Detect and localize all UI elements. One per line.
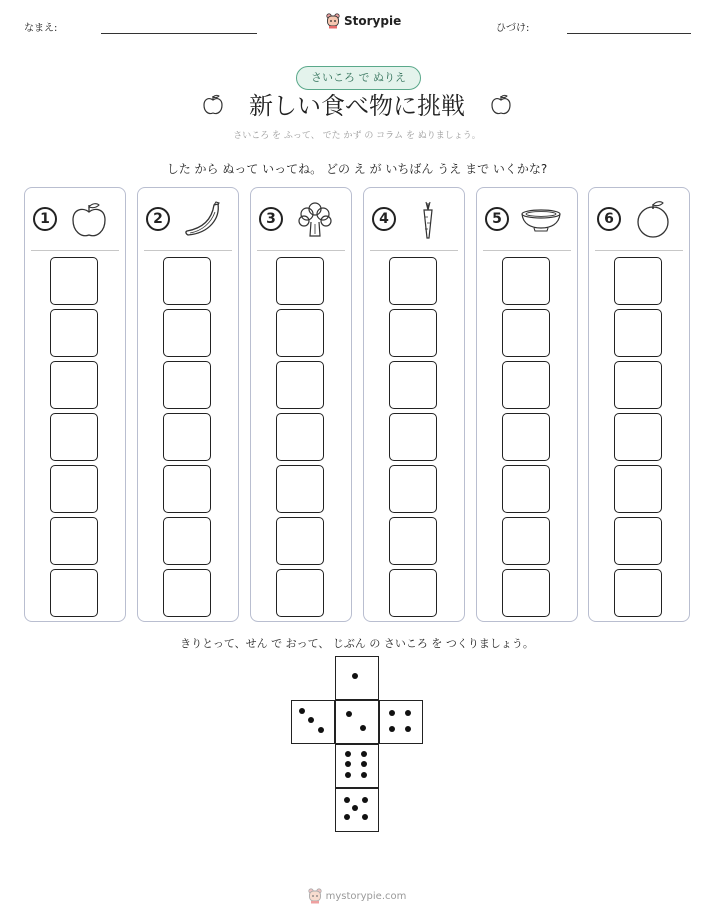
- die-pip: [389, 710, 395, 716]
- die-pip: [361, 772, 367, 778]
- page-subtitle: さいころ を ふって、 でた かず の コラム を ぬりましょう。: [233, 131, 481, 141]
- die-pip: [389, 726, 395, 732]
- color-square[interactable]: [614, 361, 662, 409]
- color-square[interactable]: [614, 257, 662, 305]
- die-pip: [362, 814, 368, 820]
- die-face-6: [335, 744, 379, 788]
- color-square[interactable]: [389, 569, 437, 617]
- color-square[interactable]: [163, 569, 211, 617]
- color-square[interactable]: [276, 413, 324, 461]
- color-square[interactable]: [389, 309, 437, 357]
- color-square[interactable]: [276, 517, 324, 565]
- bear-logo-icon: [308, 888, 322, 904]
- column-divider: [370, 250, 458, 251]
- color-square[interactable]: [163, 309, 211, 357]
- color-square[interactable]: [502, 517, 550, 565]
- cutout-instruction: きりとって、せん で おって、 じぶん の さいころ を つくりましょう。: [180, 637, 534, 650]
- color-square[interactable]: [276, 361, 324, 409]
- column-number: 1: [33, 207, 57, 231]
- color-square[interactable]: [614, 569, 662, 617]
- column-number: 4: [372, 207, 396, 231]
- apple-icon: [67, 200, 111, 240]
- color-square[interactable]: [502, 361, 550, 409]
- color-square[interactable]: [50, 257, 98, 305]
- color-square[interactable]: [163, 517, 211, 565]
- bear-logo-icon: [326, 13, 340, 29]
- bowl-icon: [519, 200, 563, 240]
- color-square[interactable]: [276, 569, 324, 617]
- die-pip: [344, 814, 350, 820]
- carrot-icon: [406, 200, 450, 240]
- die-pip: [344, 797, 350, 803]
- die-face-2: [335, 700, 379, 744]
- apple-icon: [489, 93, 513, 117]
- die-face-1: [335, 656, 379, 700]
- die-face-3: [291, 700, 335, 744]
- page-title: 新しい食べ物に挑戦: [249, 92, 465, 120]
- column-3: [250, 187, 352, 622]
- color-square[interactable]: [50, 517, 98, 565]
- color-square[interactable]: [50, 569, 98, 617]
- die-pip: [405, 726, 411, 732]
- die-pip: [352, 673, 358, 679]
- color-square[interactable]: [389, 413, 437, 461]
- activity-badge: さいころ で ぬりえ: [296, 66, 421, 90]
- color-square[interactable]: [389, 361, 437, 409]
- date-line: [567, 33, 691, 34]
- color-square[interactable]: [276, 465, 324, 513]
- column-6: [588, 187, 690, 622]
- die-pip: [346, 711, 352, 717]
- color-square[interactable]: [614, 309, 662, 357]
- coloring-instruction: した から ぬって いってね。 どの え が いちばん うえ まで いくかな?: [166, 162, 548, 176]
- color-square[interactable]: [614, 465, 662, 513]
- column-divider: [483, 250, 571, 251]
- color-square[interactable]: [614, 517, 662, 565]
- column-number: 6: [597, 207, 621, 231]
- broccoli-icon: [293, 200, 337, 240]
- color-square[interactable]: [163, 465, 211, 513]
- brand-name: Storypie: [344, 14, 402, 28]
- die-pip: [299, 708, 305, 714]
- column-number: 2: [146, 207, 170, 231]
- die-pip: [361, 751, 367, 757]
- die-pip: [352, 805, 358, 811]
- apple-icon: [201, 93, 225, 117]
- column-divider: [257, 250, 345, 251]
- column-number: 5: [485, 207, 509, 231]
- date-label: ひづけ:: [496, 23, 530, 34]
- orange-icon: [631, 200, 675, 240]
- die-face-4: [379, 700, 423, 744]
- color-square[interactable]: [502, 309, 550, 357]
- name-label: なまえ:: [24, 23, 58, 34]
- color-square[interactable]: [50, 361, 98, 409]
- die-pip: [360, 725, 366, 731]
- color-square[interactable]: [502, 257, 550, 305]
- color-square[interactable]: [389, 517, 437, 565]
- color-square[interactable]: [163, 413, 211, 461]
- die-pip: [308, 717, 314, 723]
- column-2: [137, 187, 239, 622]
- color-square[interactable]: [389, 465, 437, 513]
- color-square[interactable]: [276, 309, 324, 357]
- color-square[interactable]: [163, 257, 211, 305]
- color-square[interactable]: [163, 361, 211, 409]
- footer: [0, 888, 714, 904]
- color-square[interactable]: [502, 413, 550, 461]
- color-square[interactable]: [50, 413, 98, 461]
- name-line: [101, 33, 257, 34]
- column-divider: [31, 250, 119, 251]
- color-square[interactable]: [502, 465, 550, 513]
- banana-icon: [180, 200, 224, 240]
- color-square[interactable]: [50, 309, 98, 357]
- color-square[interactable]: [389, 257, 437, 305]
- column-5: [476, 187, 578, 622]
- die-pip: [345, 761, 351, 767]
- color-square[interactable]: [614, 413, 662, 461]
- footer-url[interactable]: mystorypie.com: [325, 890, 407, 902]
- color-square[interactable]: [502, 569, 550, 617]
- column-number: 3: [259, 207, 283, 231]
- column-divider: [595, 250, 683, 251]
- color-square[interactable]: [276, 257, 324, 305]
- die-pip: [405, 710, 411, 716]
- column-1: [24, 187, 126, 622]
- column-divider: [144, 250, 232, 251]
- die-pip: [318, 727, 324, 733]
- die-face-5: [335, 788, 379, 832]
- die-pip: [345, 751, 351, 757]
- brand-logo: [326, 13, 401, 29]
- column-4: [363, 187, 465, 622]
- die-pip: [362, 797, 368, 803]
- color-square[interactable]: [50, 465, 98, 513]
- die-pip: [361, 761, 367, 767]
- die-pip: [345, 772, 351, 778]
